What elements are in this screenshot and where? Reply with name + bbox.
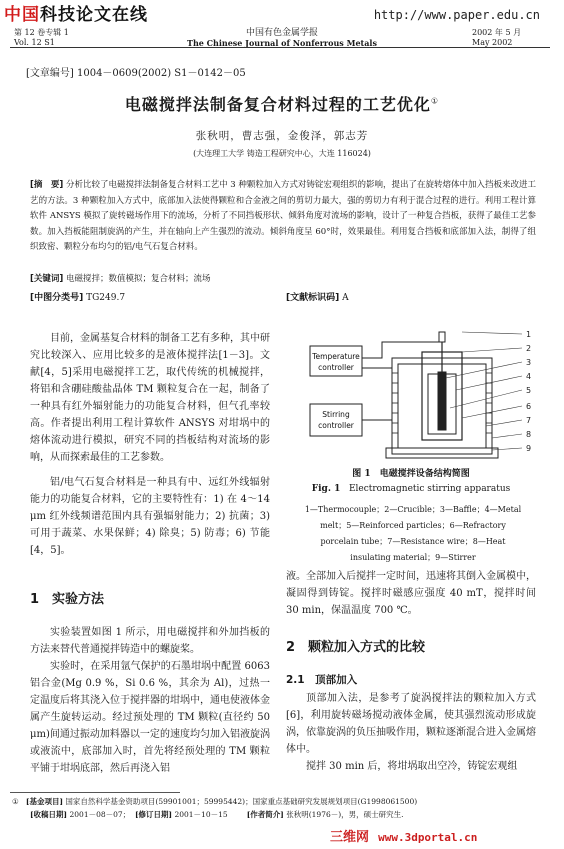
callout-1: 1	[526, 330, 532, 339]
affiliation: (大连理工大学 铸造工程研究中心，大连 116024)	[193, 149, 371, 158]
baffle	[438, 372, 446, 430]
site-logo: 中国科技论文在线	[4, 5, 148, 25]
callout-3: 3	[526, 358, 532, 367]
section-1-heading: 1 实验方法	[30, 592, 105, 607]
apparatus-diagram	[290, 328, 540, 464]
stirring-label-1: Stirring	[322, 410, 350, 419]
site-url[interactable]: http://www.paper.edu.cn	[373, 8, 540, 22]
footnote-dates: [收稿日期] 2001－08－07； [修订日期] 2001－10－15 [作者简介] 张秋明(1976－)，男，硕士研究生.	[30, 810, 404, 819]
issue-date: 2002 年 5 月 May 2002	[472, 28, 522, 47]
left-column	[30, 330, 270, 559]
intro-paragraph-2: 铝/电气石复合材料是一种具有中、远红外线辐射能力的功能复合材料，它的主要特性有：1) 在 4～14 μm 红外线频谱范围内具有强辐射能力；2) 抗菌；3) 可用于蔬菜、水果保鲜；4) 除臭；5) 防毒；6) 节能[4，5]。	[30, 477, 270, 556]
section-2-1-text: 顶部加入法，是参考了旋涡搅拌法的颗粒加入方式[6]，利用旋转磁场搅动液体金属，使其强烈流动形成旋涡，依靠旋涡的负压抽吸作用，颗粒逐渐混合进入金属熔体中。 搅拌 30 min 后，将坩埚取出空冷，铸锭宏观组	[286, 693, 536, 772]
right-column-continuation: 液。全部加入后搅拌一定时间，迅速将其倒入金属模中，凝固得到铸锭。搅拌时磁感应强度 40 mT，搅拌时间 30 min，保温温度 700 ℃。	[286, 571, 536, 616]
paper-title: 电磁搅拌法制备复合材料过程的工艺优化①	[124, 95, 440, 114]
classification-number: [中图分类号] TG249.7	[30, 293, 126, 303]
callout-9: 9	[526, 444, 532, 453]
callout-7: 7	[526, 416, 532, 425]
section-2-1-heading: 2.1 顶部加入	[286, 674, 358, 686]
footnote-fund: ① [基金项目] 国家自然科学基金资助项目(59901001；59995442)；国家重点基础研究发展规划项目(G1998061500)	[12, 797, 418, 806]
callout-8: 8	[526, 430, 532, 439]
experiment-paragraph-1: 实验装置如图 1 所示，用电磁搅拌和外加挡板的方法来替代普通搅拌铸造中的螺旋桨。	[30, 627, 270, 655]
heat-insulating-base	[386, 448, 498, 458]
volume-info: 第 12 卷专辑 1 Vol. 12 S1	[14, 28, 69, 47]
footnote-rule	[10, 792, 180, 793]
callout-6: 6	[526, 402, 532, 411]
article-number: [文章编号] 1004－0609(2002) S1－0142－05	[26, 68, 246, 79]
temperature-label-2: controller	[318, 363, 354, 372]
abstract-label: [摘 要]	[30, 180, 64, 190]
experiment-text	[30, 624, 270, 777]
abstract-text: 分析比较了电磁搅拌法制备复合材料工艺中 3 种颗粒加入方式对铸锭宏观组织的影响，提出了在旋转熔体中加入挡板来改进工艺的方法。3 种颗粒加入方式中，底部加入法使得颗粒和合金液之间的剪切力最大，强的剪切力有利于混合过程的进行。利用工程计算软件 ANSYS 模拟了旋转磁场作用下的流场，分析了不同挡板形状、倾斜角度对流场的影响，设计了一种复合挡板，获得了最佳工艺参数。加入挡板能阻制旋涡的产生，并在轴向上产生强烈的流动。倾斜角度呈 60°时，效果最佳。利用复合挡板和底部加入法，制得了组织致密、颗粒分布均匀的铝/电气石复合材料。	[30, 180, 537, 253]
intro-paragraph-1: 目前，金属基复合材料的制备工艺有多种，其中研究比较深入、应用比较多的是液体搅拌法[1－3]。文献[4，5]采用电磁搅拌工艺，取代传统的机械搅拌，将铝和含硼硅酸盐晶体 TM 颗粒复合在一起，制备了一种具有红外辐射能力的功能复合材料，但气孔率较高。作者提出利用工程计算软件 ANSYS 对坩埚中的熔体流动进行模拟，研究不同的挡板结构对流场的影响，从而探索最佳的工艺参数。	[30, 333, 270, 463]
abstract	[30, 178, 536, 256]
callout-5: 5	[526, 386, 532, 395]
callout-4: 4	[526, 372, 532, 381]
stirring-label-2: controller	[318, 421, 354, 430]
temperature-label-1: Temperature	[312, 352, 360, 361]
figure-caption-cn: 图 1 电磁搅拌设备结构简图	[352, 469, 470, 479]
callout-2: 2	[526, 344, 532, 353]
journal-name: 中国有色金属学报 The Chinese Journal of Nonferrous Metals	[187, 28, 377, 48]
header-rule	[10, 47, 550, 48]
experiment-paragraph-2: 实验时，在采用氩气保护的石墨坩埚中配置 6063 铝合金(Mg 0.9 %，Si 0.6 %，其余为 Al)，过热一定温度后将其浇入位于搅拌器的坩埚中，通电使液体金属产生旋转运动。经过预处理的 TM 颗粒(直径约 50 μm)间通过振动加料器以一定的速度均匀加入铝液旋涡或液流中，底部加入时，首先将经预处理的 TM 颗粒平铺于坩埚底部，然后再浇入铝	[30, 661, 270, 774]
keywords: [关键词] 电磁搅拌；数值模拟；复合材料；流场	[30, 274, 211, 284]
figure-legend: 1—Thermocouple；2—Crucible；3—Baffle；4—Metal melt；5—Reinforced particles；6—Refractory porcelain tube；7—Resistance wire；8—Heat insulating material；9—Stirrer	[304, 505, 522, 562]
authors: 张秋明，曹志强，金俊泽，郭志芳	[195, 130, 369, 142]
figure-caption-en: Fig. 1 Electromagnetic stirring apparatus	[311, 484, 511, 494]
watermark: 三维网 www.3dportal.cn	[330, 830, 478, 845]
document-mark: [文献标识码] A	[286, 293, 349, 303]
section-2-heading: 2 颗粒加入方式的比较	[286, 640, 426, 655]
stirring-controller-box	[310, 404, 362, 436]
